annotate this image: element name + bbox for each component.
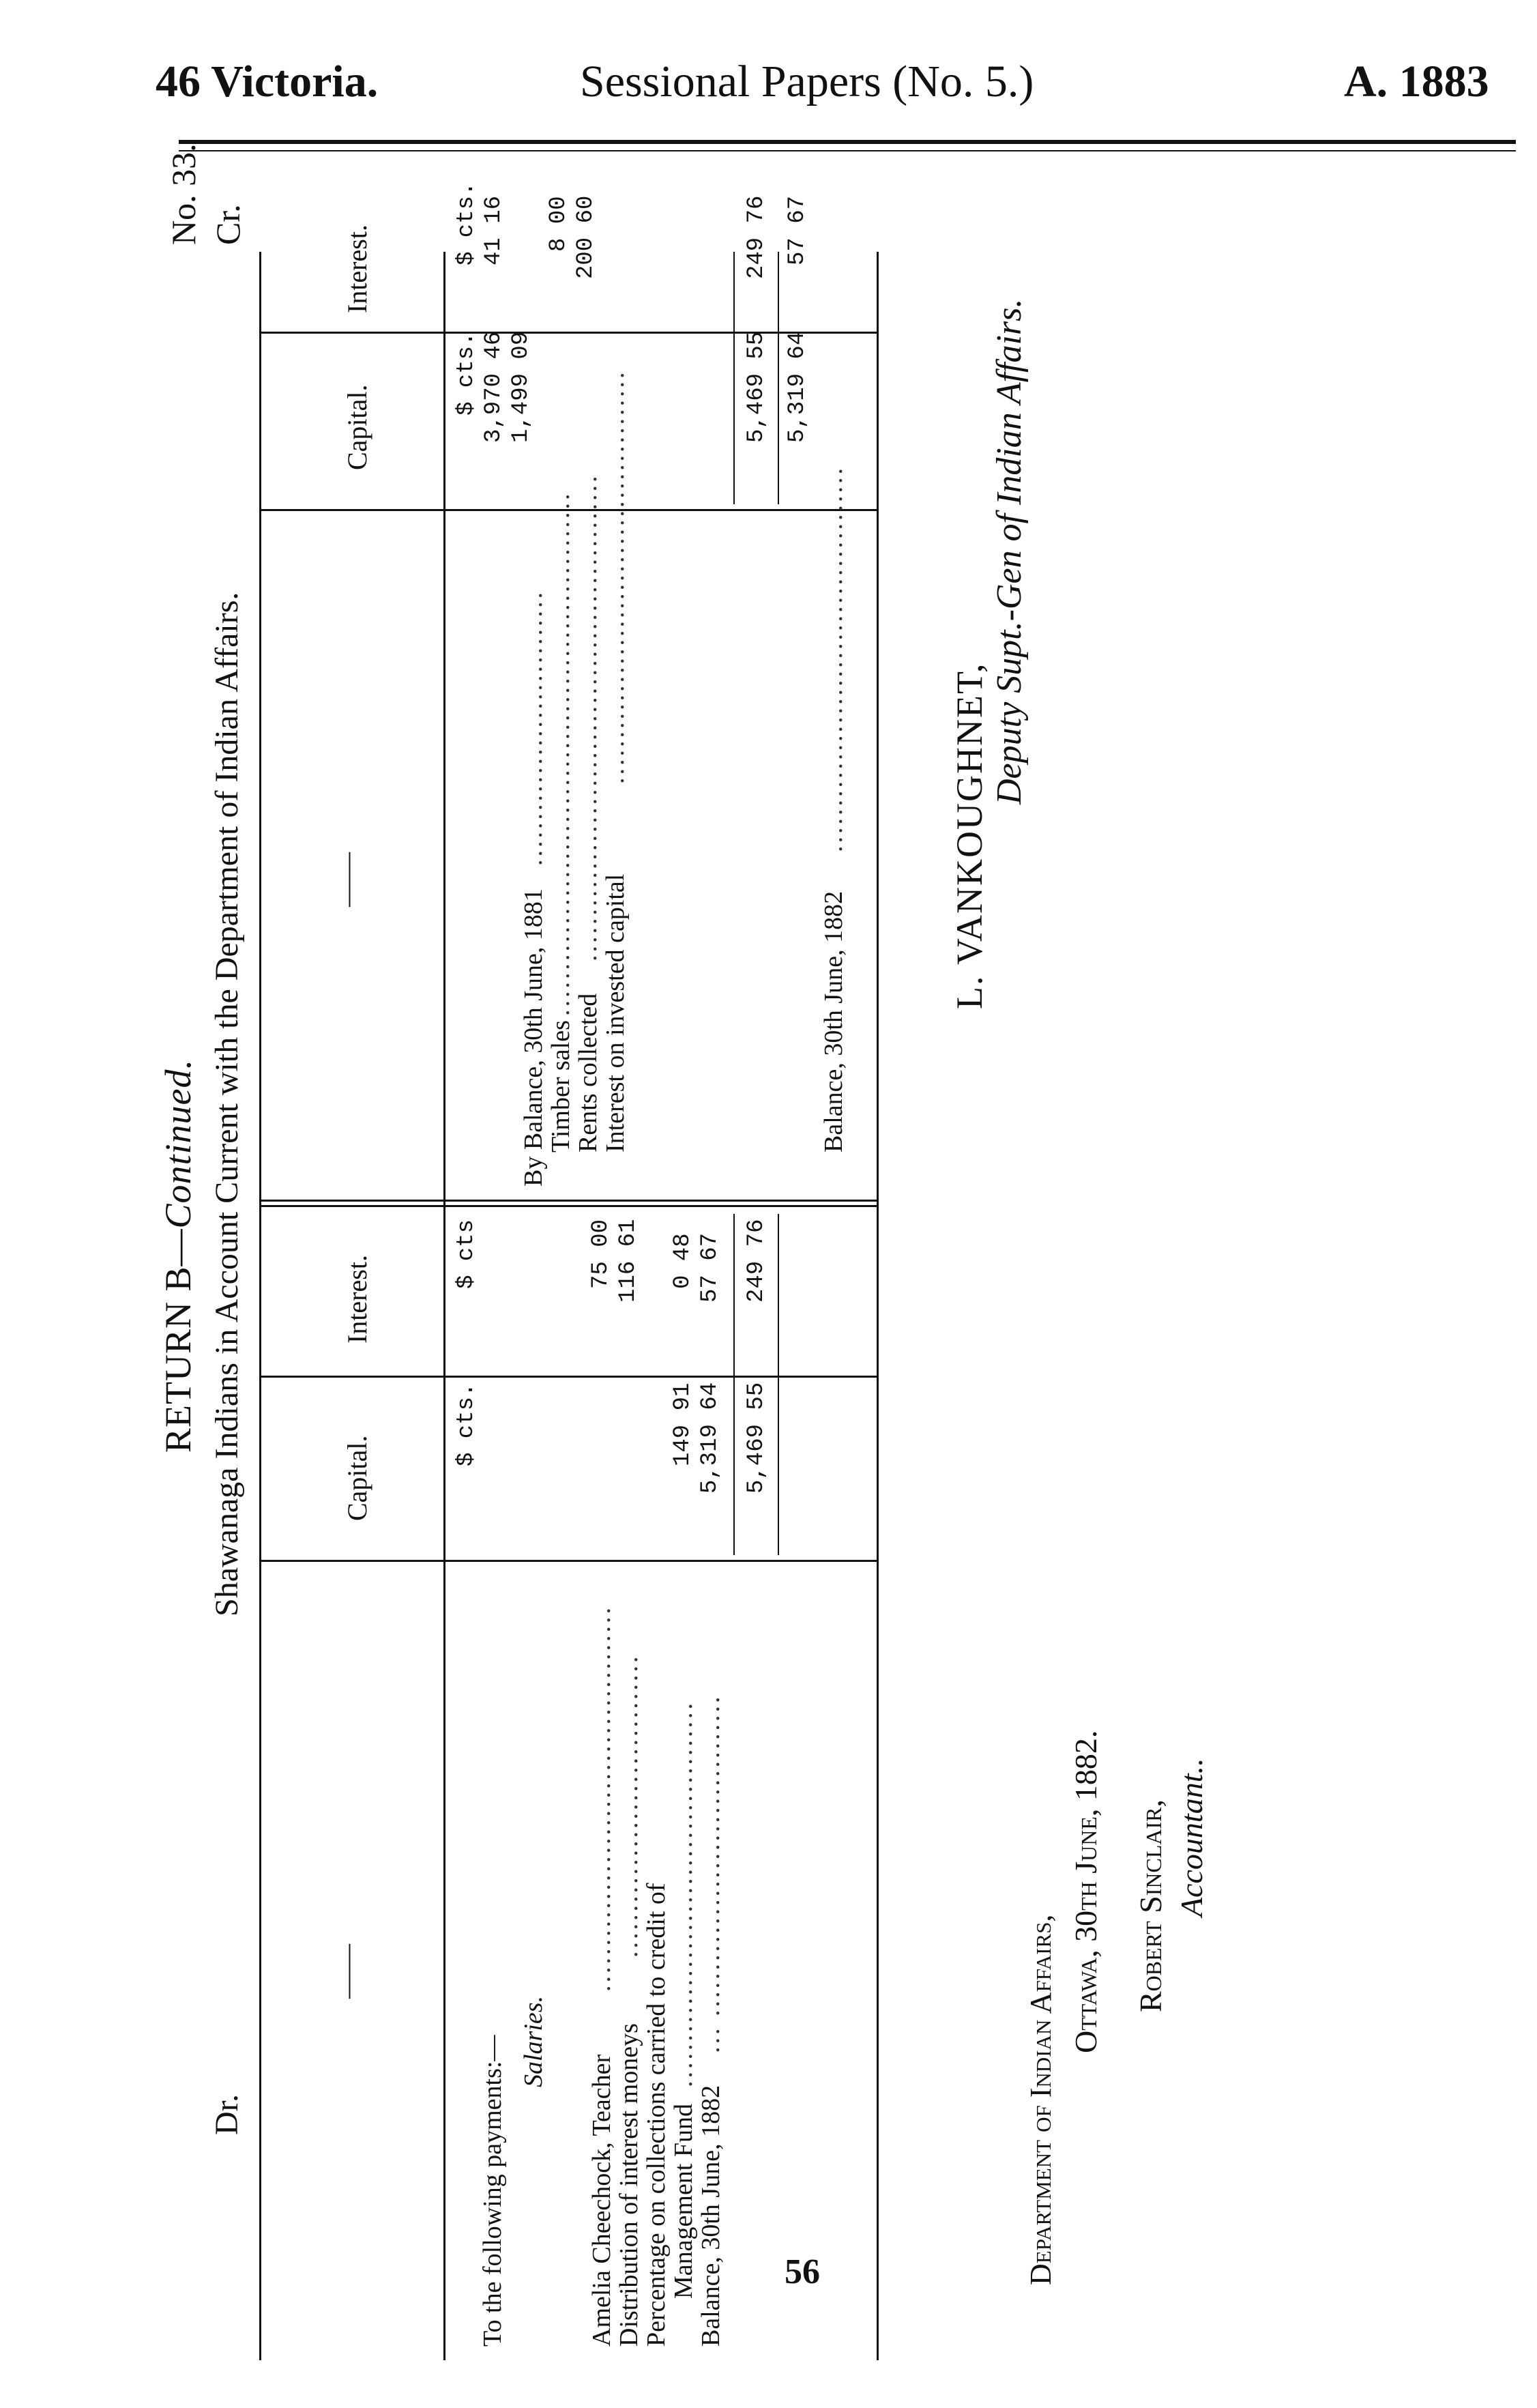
credit-total-rule: [733, 252, 735, 504]
credit-row-interest: 41 16: [481, 195, 507, 265]
debit-row-label: Management Fund: [669, 2103, 698, 2299]
credit-row-interest: 8 00: [546, 196, 572, 252]
credit-row-label: Timber sales: [546, 1020, 575, 1152]
credit-capital-header: Capital.: [342, 384, 372, 470]
debit-row-label: Percentage on collections carried to credit of: [642, 1883, 671, 2347]
credit-row-label: Interest on invested capital: [601, 873, 630, 1152]
credit-interest-units: $ cts.: [454, 182, 480, 265]
return-title-continued: Continued.: [158, 1058, 199, 1229]
middle-divider: [259, 1205, 877, 1207]
debit-row-interest: 0 48: [670, 1233, 696, 1289]
credit-dash-header: ——: [332, 852, 362, 907]
header-year: A. 1883: [1344, 57, 1489, 106]
leader-dots: ..............................: [519, 590, 548, 866]
leader-dots: ..........................................: [669, 1700, 698, 2087]
debit-capital-units: $ cts.: [454, 1382, 480, 1466]
debit-interest-units: $ cts: [454, 1219, 480, 1289]
table-top-border: [259, 252, 261, 2360]
return-title: RETURN B—Continued.: [158, 1058, 199, 1453]
debit-col-sep-1: [259, 1560, 877, 1562]
credit-interest-header: Interest.: [342, 224, 372, 313]
credit-row-label: Rents collected: [574, 993, 602, 1152]
credit-row-interest: 200 60: [573, 195, 599, 279]
debit-row-capital: 5,319 64: [697, 1382, 723, 1494]
accountant-title: Accountant..: [1174, 1758, 1209, 1917]
header-sessional-papers: Sessional Papers (No. 5.): [580, 57, 1034, 106]
accountant-name: Robert Sinclair,: [1133, 1799, 1168, 2012]
debit-interest-header: Interest.: [342, 1255, 372, 1344]
credit-label: Cr.: [209, 204, 247, 245]
leader-dots: ... ...................................: [697, 1694, 725, 2053]
credit-row-capital: 3,970 46: [481, 331, 507, 443]
debit-row-interest: 116 61: [615, 1219, 641, 1303]
debit-subheading: Salaries.: [519, 1995, 548, 2087]
debit-heading: To the following payments:—: [478, 2035, 507, 2347]
ottawa-date-line: Ottawa, 30th June, 1882.: [1068, 1730, 1103, 2053]
leader-dots: .................................: [615, 1653, 643, 1958]
debit-capital-header: Capital.: [342, 1435, 372, 1521]
account-number: No. 33.: [164, 143, 203, 245]
leader-dots: ..........................................: [587, 1605, 616, 1992]
leader-dots: .............................................: [601, 369, 630, 784]
table-header-rule: [443, 252, 445, 2360]
leader-dots: .....................................................: [574, 473, 602, 961]
debit-col-sep-2: [259, 1376, 877, 1378]
debit-total-interest: 249 76: [744, 1219, 770, 1303]
credit-balance-label: Balance, 30th June, 1882: [819, 890, 848, 1152]
leader-dots: ..........................................: [819, 465, 848, 852]
table-bottom-border: [877, 252, 879, 2360]
debit-label: Dr.: [209, 2094, 245, 2135]
credit-row-label: By Balance, 30th June, 1881: [519, 888, 548, 1187]
middle-divider-2: [259, 1200, 877, 1202]
debit-row-capital: 149 91: [670, 1382, 696, 1466]
credit-total-interest: 249 76: [744, 195, 770, 279]
debit-row-label: Balance, 30th June, 1882: [697, 2085, 725, 2347]
signature-name: L. VANKOUGHNET,: [949, 662, 990, 1009]
credit-total-rule-bottom: [778, 252, 779, 504]
credit-balance-interest: 57 67: [785, 195, 810, 265]
credit-balance-capital: 5,319 64: [785, 331, 810, 443]
credit-row-capital: 1,499 09: [508, 331, 534, 443]
header-session: 46 Victoria.: [156, 57, 379, 106]
debit-row-interest: 57 67: [697, 1232, 723, 1303]
signature-title: Deputy Supt.-Gen of Indian Affairs.: [990, 298, 1029, 804]
debit-row-label: Distribution of interest moneys: [615, 2023, 643, 2347]
debit-row-interest: 75 00: [588, 1219, 614, 1289]
leader-dots: .........................................................: [546, 491, 575, 1016]
debit-total-rule: [733, 1214, 735, 1555]
debit-dash-header: ——: [332, 1944, 362, 1999]
account-subtitle: Shawanaga Indians in Account Current with the Department of Indian Affairs.: [209, 592, 245, 1616]
credit-capital-units: $ cts.: [454, 332, 480, 416]
debit-total-capital: 5,469 55: [744, 1382, 770, 1494]
debit-total-rule-bottom: [778, 1214, 779, 1555]
page-number: 56: [785, 2252, 820, 2291]
credit-total-capital: 5,469 55: [744, 331, 770, 443]
department-line: Department of Indian Affairs,: [1024, 1914, 1057, 2285]
debit-row-label: Amelia Cheechock, Teacher: [587, 2054, 616, 2347]
